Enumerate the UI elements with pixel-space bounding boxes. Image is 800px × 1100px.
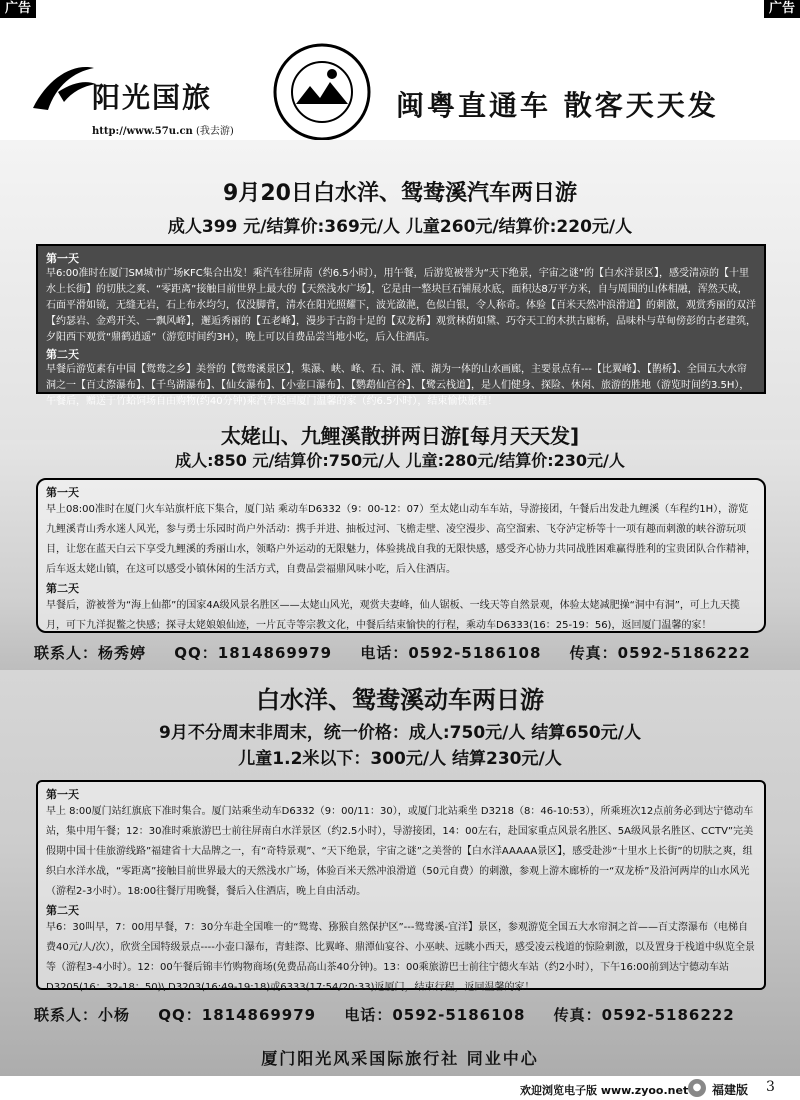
trip1-day1-label: 第一天: [46, 252, 79, 265]
trip3-day2-text: 早6：30叫早，7：00用早餐，7：30分车赴全国唯一的“鸳鸯、猕猴自然保护区”---鸳鸯溪-宜洋】景区，参观游览全国五大水帘洞之首——百丈漈瀑布（电梯自费40元/人/次），欣赏全国特级景点----小壶口瀑布，青蛙漈、比翼峰、鼎潭仙宴谷、小巫峡、远眺小西天，感受凌云栈道的惊险刺激，以及置身于栈道中纵览全景等（游程3-4小时）。12：00午餐后锦丰竹购物商场(免费品高山茶40分钟)。13：00乘旅游巴士前往宁德火车站（约2小时），下午16:00前到达宁德动车站D3205(16：32-18：50)\ D3203(16:49-19:18)或6333(17:54/20:33)返厦门，结束行程，返回温馨的家！: [46, 922, 755, 993]
trip3-itinerary-box: [36, 780, 766, 993]
trip3-contact: [34, 1004, 757, 1025]
trip2-day1-text: 早上08:00准时在厦门火车站旗杆底下集合，厦门站 乘动车D6332（9：00-12：07）至太姥山动车车站，导游接团，午餐后出发赴九鲤溪（车程约1H），游览九鲤溪青山秀水迷人风光，参与勇士乐园时尚户外活动：携手并进、抽板过河、飞檐走壁、凌空漫步、高空溜索、飞夺泸定桥等十一项有趣而刺激的峡谷游玩项目，让您在蓝天白云下享受九鲤溪的秀丽山水，领略户外运动的无限魅力，体验挑战自我的无限快感，感受齐心协力共同战胜困难赢得胜利的宝贵团队合作精神，后车返太姥山镇，在这可以感受小镇休闲的生活方式，自费品尝福鼎风味小吃，后入住酒店。: [46, 504, 756, 575]
trip2-contact-person: 联系人：杨秀婷: [34, 644, 147, 662]
trip1-price: 成人399 元/结算价:369元/人 儿童260元/结算价:220元/人: [167, 217, 633, 237]
page-number: 3: [766, 1079, 775, 1095]
website-link[interactable]: 欢迎浏览电子版 www.zyoo.net: [520, 1084, 689, 1097]
header: [0, 18, 800, 140]
top-bar: [0, 0, 800, 18]
trip1-day1-text: 早6:00准时在厦门SM城市广场KFC集合出发！乘汽车往屏南（约6.5小时），用午餐，后游览被誉为“天下绝景，宇宙之谜”的【白水洋景区】，感受清凉的【十里水上长街】的切肤之爽、“零距离”接触目前世界上最大的【天然浅水广场】，它是由一整块巨石铺展水底，面积达8万平方米，自与周围的山体相融，浑然天成，石面平滑如镜，无缝无岩，石上布水均匀，仅没脚背，清水在阳光照耀下，波光潋滟，色似白银，令人称奇。体验【百米天然冲浪滑道】的刺激，观赏秀丽的双洋【约瑟岩、金鸡开关、一飘风峰】，邂逅秀丽的【五老峰】，漫步于古韵十足的【双龙桥】观赏林荫如黛、巧夺天工的木拱古廊桥，品味朴与草甸傍彭的古老建筑，夕阳西下观赏“鼎鹤逍遥”（游览时间约3H），晚上可以自费品尝当地小吃，后入住酒店。: [46, 268, 756, 343]
trip2-contact: [34, 642, 773, 663]
trip1-itinerary-box: [36, 244, 766, 407]
trip1-title: 9月20日白水洋、鸳鸯溪汽车两日游: [223, 181, 577, 206]
brand-url[interactable]: http://www.57u.cn (我去游): [92, 126, 234, 137]
trip1-day2-text: 早餐后游览素有中国【鸳鸯之乡】美誉的【鸳鸯溪景区】，集瀑、峡、峰、石、洞、潭、湖为一体的山水画廊，主要景点有---【比翼峰】、【鹊桥】、全国五大水帘洞之一【百丈漈瀑布】、【千鸟湖瀑布】、【仙女瀑布】、【小壶口瀑布】、【鹦鹉仙宫谷】、【鹭云栈道】，是人们健身、探险、休闲、旅游的胜地（游览时间约3.5H），午餐后，赠送于竹蛤饲场自由购物(约40分钟)乘汽车返回厦门温馨的家（约6.5小时），结束愉快旅程！: [46, 364, 750, 407]
brand-url-note: (我去游): [196, 126, 234, 137]
trip2-day1-label: 第一天: [46, 486, 79, 499]
trip3-contact-phone[interactable]: 电话：0592-5186108: [344, 1006, 526, 1024]
trip2-contact-qq[interactable]: QQ：1814869979: [174, 644, 333, 662]
trip2-contact-fax: 传真：0592-5186222: [569, 644, 751, 662]
ad-label-right: 广告: [764, 0, 800, 18]
trip2-day2-label: 第二天: [46, 582, 79, 595]
trip3-contact-qq[interactable]: QQ：1814869979: [158, 1006, 317, 1024]
trip3-title: 白水洋、鸳鸯溪动车两日游: [256, 686, 544, 714]
association-seal-icon: [272, 42, 372, 142]
trip2-itinerary-box: [36, 478, 766, 633]
header-slogan: 闽粤直通车 散客天天发: [396, 89, 719, 122]
bottom-bar: [0, 1076, 800, 1100]
trip3-day1-label: 第一天: [46, 788, 79, 801]
trip2-title: 太姥山、九鲤溪散拼两日游[每月天天发]: [220, 424, 580, 448]
trip2-day2-text: 早餐后，游被誉为“海上仙都”的国家4A级风景名胜区——太姥山风光，观赏夫妻峰，仙人锯板、一线天等自然景观，体验太姥减肥操“洞中有洞”，可上九天揽月，可下九洋捉鳖之快感；探寻太姥娘娘仙迹，一片瓦寺等宗教文化，中餐后结束愉快的行程，乘动车D6333(16：25-19：56)，返回厦门温馨的家！: [46, 600, 740, 631]
footer-organization: 厦门阳光风采国际旅行社 同业中心: [261, 1049, 539, 1068]
trip3-price-line2: 儿童1.2米以下：300元/人 结算230元/人: [238, 749, 562, 769]
trip3-price-line1: 9月不分周末非周末，统一价格：成人:750元/人 结算650元/人: [159, 723, 641, 743]
edition-label: 福建版: [712, 1083, 749, 1097]
trip3-contact-person: 联系人：小杨: [34, 1006, 131, 1024]
trip3-contact-fax: 传真：0592-5186222: [553, 1006, 735, 1024]
ad-label-left: 广告: [0, 0, 36, 18]
brand-url-domain: www.57u.cn: [126, 126, 193, 137]
sunshine-logo-icon: [28, 58, 98, 118]
trip2-price: 成人:850 元/结算价:750元/人 儿童:280元/结算价:230元/人: [175, 451, 625, 470]
trip3-day1-text: 早上 8:00厦门站红旗底下准时集合。厦门站乘坐动车D6332（9：00/11：30），或厦门北站乘坐 D3218（8：46-10:53），所乘班次12点前务必到达宁德动车站，集中用午餐；12：30准时乘旅游巴士前往屏南白水洋景区（约2.5小时），导游接团，14：00左右，赴国家重点风景名胜区、5A级风景名胜区、CCTV”完美假期中国十佳旅游线路”福建省十大品牌之一，有“奇特景观”、“天下绝景，宇宙之谜”之美誉的【白水洋AAAAA景区】，感受赴涉“十里水上长街”的切肤之爽，组织白水洋水战，“零距离”接触目前世界最大的天然浅水广场，体验百米天然冲浪滑道（50元自费）的刺激，参观上游木廊桥的一“双龙桥”及沿河两岸的山水风光（游程2-3小时）。18:00往餐厅用晚餐，餐后入住酒店，晚上自由活动。: [46, 806, 754, 897]
trip1-day2-label: 第二天: [46, 348, 79, 361]
zyoo-logo-icon: ●: [688, 1079, 706, 1097]
trip2-contact-phone[interactable]: 电话：0592-5186108: [360, 644, 542, 662]
brand-name: 阳光国旅: [92, 81, 213, 114]
trip3-day2-label: 第二天: [46, 904, 79, 917]
